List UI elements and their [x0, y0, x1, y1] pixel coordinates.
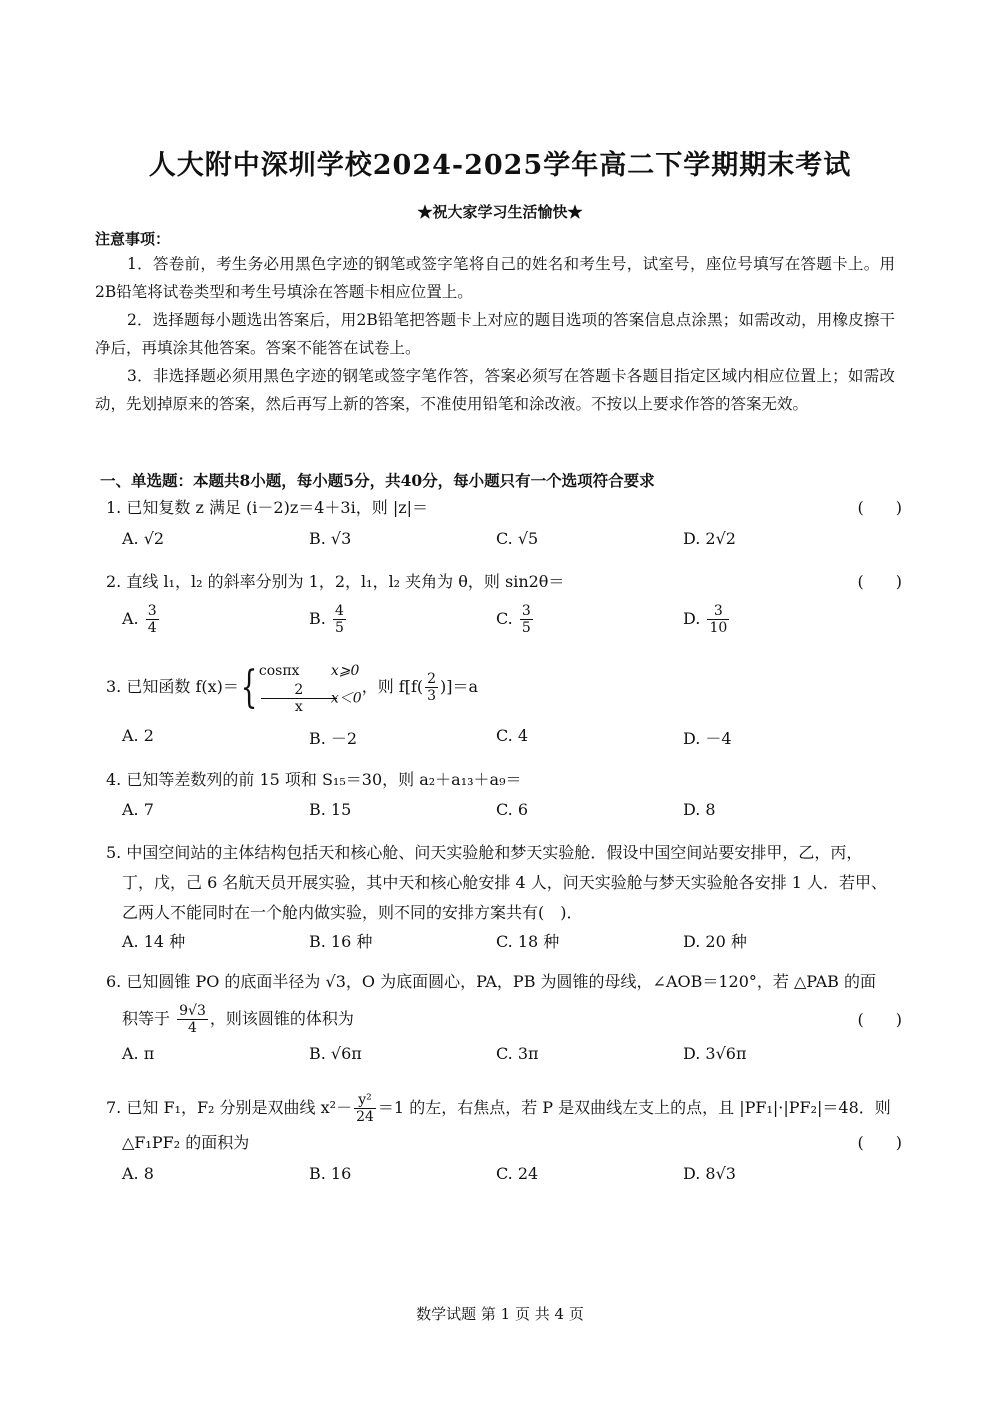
- question-5: [106, 838, 902, 928]
- answer-bracket: ( ): [857, 1133, 902, 1152]
- question-2-stem: 2. 直线 l₁，l₂ 的斜率分别为 1，2，l₁，l₂ 夹角为 θ，则 sin2θ＝: [106, 572, 565, 591]
- answer-bracket: ( ): [857, 498, 902, 517]
- option-c: C. $\frac{3}{5}$: [496, 603, 531, 636]
- question-7-line-1: 7. 已知 F₁，F₂ 分别是双曲线 x²－ $\frac{\text{y²}}{24}$ ＝1 的左，右焦点，若 P 是双曲线左支上的点，且 |PF₁|·|PF₂|＝48．则: [106, 1092, 891, 1125]
- option-a: A. $\frac{3}{4}$: [122, 603, 157, 636]
- question-2-options: [122, 603, 882, 643]
- question-6-line-1: 6. 已知圆锥 PO 的底面半径为 √3，O 为底面圆心，PA，PB 为圆锥的母线，∠AOB＝120°，若 △PAB 的面: [106, 972, 876, 991]
- option-d: D. 8√3: [683, 1164, 736, 1183]
- question-5-line-1: 5. 中国空间站的主体结构包括天和核心舱、问天实验舱和梦天实验舱．假设中国空间站要安排甲，乙，丙，: [106, 843, 863, 862]
- question-5-line-3: 乙两人不能同时在一个舱内做实验，则不同的安排方案共有( )．: [122, 903, 583, 922]
- option-d: D. $\frac{3}{10}$: [683, 603, 728, 636]
- option-c: C. √5: [496, 529, 539, 548]
- notice-item-1: 1．答卷前，考生务必用黑色字迹的钢笔或签字笔将自己的姓名和考生号，试室号，座位号填写在答题卡上。用2B铅笔将试卷类型和考生号填涂在答题卡相应位置上。: [95, 255, 895, 301]
- notice-item-2: 2．选择题每小题选出答案后，用2B铅笔把答题卡上对应的题目选项的答案信息点涂黑；如需改动，用橡皮擦干净后，再填涂其他答案。答案不能答在试卷上。: [95, 311, 895, 357]
- option-b: B. 16: [309, 1164, 352, 1183]
- option-c: C. 6: [496, 800, 529, 819]
- option-a: A. π: [122, 1044, 155, 1063]
- option-b: B. 15: [309, 800, 352, 819]
- question-5-options: [122, 929, 882, 961]
- answer-bracket: ( ): [857, 1010, 902, 1029]
- option-b: B. $\frac{4}{5}$: [309, 603, 344, 636]
- question-7-line-2: △F₁PF₂ 的面积为: [122, 1133, 250, 1152]
- question-7: [106, 1088, 902, 1158]
- option-c: C. 3π: [496, 1044, 539, 1063]
- option-d: D. 20 种: [683, 932, 747, 951]
- option-d: D. 8: [683, 800, 716, 819]
- question-6-line-2: 积等于 $\frac{9√3}{4}$ ，则该圆锥的体积为: [122, 1003, 354, 1036]
- option-b: B. 16 种: [309, 932, 373, 951]
- option-c: C. 4: [496, 726, 529, 745]
- option-a: A. 14 种: [122, 932, 186, 951]
- question-6: [106, 967, 902, 1041]
- question-1-options: [122, 529, 882, 561]
- question-1-stem: 1. 已知复数 z 满足 (i－2)z＝4＋3i，则 |z|＝: [106, 498, 429, 517]
- question-6-options: [122, 1044, 882, 1076]
- option-d: D. 2√2: [683, 529, 736, 548]
- exam-subtitle: ★祝大家学习生活愉快★: [417, 203, 583, 221]
- piecewise-brace: {: [240, 661, 258, 713]
- option-c: C. 18 种: [496, 932, 560, 951]
- question-4-stem: 4. 已知等差数列的前 15 项和 S₁₅＝30，则 a₂＋a₁₃＋a₉＝: [106, 770, 522, 789]
- section-heading: 一、单选题：本题共8小题，每小题5分，共40分，每小题只有一个选项符合要求: [100, 471, 655, 490]
- piecewise-cases: cosπx x⩾0 $\frac{2}{x}$ x＜0: [258, 663, 362, 715]
- notice-heading: 注意事项：: [95, 230, 171, 248]
- option-b: B. －2: [309, 729, 358, 748]
- page-footer: 数学试题 第 1 页 共 4 页: [416, 1305, 584, 1323]
- question-3-options: [122, 726, 882, 758]
- notice-item-3: 3．非选择题必须用黑色字迹的钢笔或签字笔作答，答案必须写在答题卡各题目指定区域内相应位置上；如需改动，先划掉原来的答案，然后再写上新的答案，不准使用铅笔和涂改液。不按以上要求作答的答案无效。: [95, 367, 895, 413]
- question-3-stem: 3. 已知函数 f(x)＝{ cosπx x⩾0 $\frac{2}{x}$ x＜0，则 f[f( $\frac{2}{3}$ )]＝a: [106, 661, 479, 715]
- option-a: A. √2: [122, 529, 165, 548]
- question-2: [106, 567, 902, 597]
- notice-list: [95, 250, 895, 418]
- option-c: C. 24: [496, 1164, 539, 1183]
- question-1: [106, 493, 902, 523]
- question-5-line-2: 丁，戊，己 6 名航天员开展实验，其中天和核心舱安排 4 人，问天实验舱与梦天实验舱各安排 1 人．若甲、: [122, 873, 888, 892]
- option-b: B. √3: [309, 529, 352, 548]
- option-a: A. 2: [122, 726, 154, 745]
- option-d: D. －4: [683, 729, 732, 748]
- exam-title: 人大附中深圳学校2024-2025学年高二下学期期末考试: [148, 150, 852, 181]
- option-d: D. 3√6π: [683, 1044, 747, 1063]
- question-7-options: [122, 1164, 882, 1196]
- question-3: [106, 660, 902, 715]
- answer-bracket: ( ): [857, 572, 902, 591]
- option-a: A. 8: [122, 1164, 154, 1183]
- question-4: [106, 765, 902, 795]
- question-4-options: [122, 800, 882, 832]
- option-b: B. √6π: [309, 1044, 362, 1063]
- option-a: A. 7: [122, 800, 154, 819]
